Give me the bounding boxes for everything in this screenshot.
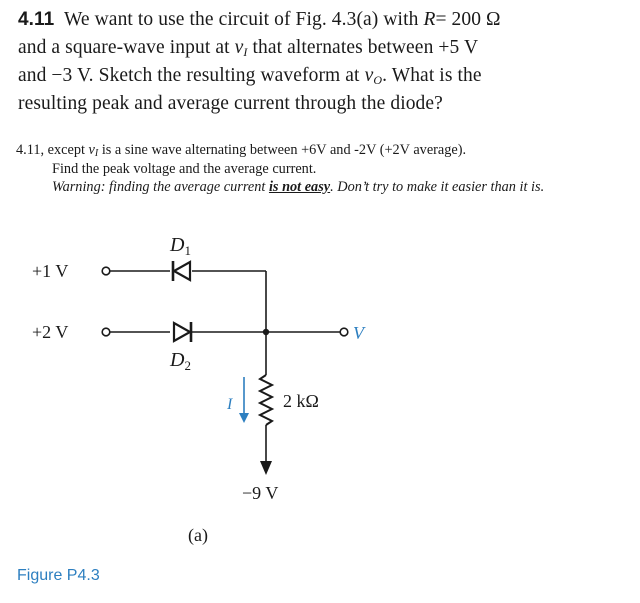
modification-note: [16, 141, 632, 197]
var-r: R: [423, 9, 436, 30]
resistor-label: 2 kΩ: [283, 391, 319, 411]
note-line2: Find the peak voltage and the average current.: [52, 160, 317, 177]
problem-line1-text: We want to use the circuit of Fig. 4.3(a) with: [63, 9, 419, 30]
d2-label: $D_2$: [170, 349, 191, 373]
d1-label: $D_1$: [170, 234, 191, 258]
note-var-vi: $v_I$: [88, 142, 99, 159]
problem-statement: [18, 6, 630, 118]
input1-terminal: [102, 267, 110, 275]
problem-line4: resulting peak and average current through the diode?: [18, 93, 443, 114]
output-terminal: [340, 328, 348, 336]
node-dot: [263, 329, 269, 335]
current-arrow-head: [239, 413, 249, 423]
problem-line2-b: that alternates between +5 V: [252, 37, 479, 58]
problem-number: 4.11: [18, 9, 55, 30]
figure-caption: Figure P4.3: [17, 567, 100, 584]
note-warning: Warning: finding the average current is not easy. Don’t try to make it easier than it is.: [52, 179, 545, 195]
circuit-diagram: [0, 225, 640, 560]
problem-line3-b: . What is the: [382, 65, 482, 86]
note-line1-b: is a sine wave alternating between +6V and -2V (+2V average).: [101, 142, 467, 158]
note-line1-a: 4.11, except: [16, 142, 85, 158]
supply-arrow: [260, 461, 272, 475]
diode-d2: [170, 322, 192, 342]
resistor-zigzag: [260, 375, 272, 425]
figure-sublabel: (a): [188, 525, 208, 545]
var-vi: $v_I$: [234, 37, 248, 59]
input1-label: +1 V: [32, 261, 69, 281]
input2-terminal: [102, 328, 110, 336]
var-vo: $v_O$: [364, 65, 383, 87]
resistance-value: = 200 Ω: [435, 9, 501, 30]
supply-label: −9 V: [242, 483, 279, 503]
problem-line2-a: and a square-wave input at: [18, 37, 230, 58]
input2-label: +2 V: [32, 322, 69, 342]
output-label: V: [353, 323, 364, 343]
warning-emphasis: is not easy: [268, 179, 331, 195]
diode-d1: [170, 261, 192, 281]
current-label: I: [227, 396, 233, 413]
problem-line3-a: and −3 V. Sketch the resulting waveform at: [18, 65, 360, 86]
